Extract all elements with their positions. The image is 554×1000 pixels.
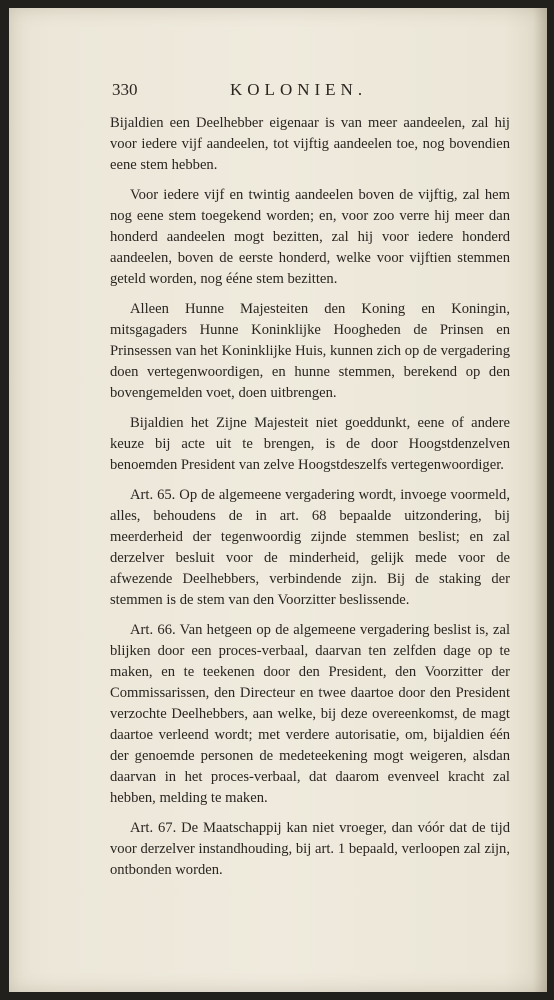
page-gutter-shadow xyxy=(533,8,547,992)
article-65-paragraph: Art. 65. Op de algemeene vergadering wordt, invoege voormeld, alles, behoudens de in art. 68 bepaalde uitzondering, bij meerderheid der tegenwoordig zijnde stemmen beslist; en zal derzelver besluit voor de minderheid, gelijk mede voor de afwezende Deelhebbers, verbindende zijn. Bij de staking der stemmen is de stem van den Voorzitter beslissende. xyxy=(110,487,510,608)
paragraph: Alleen Hunne Majesteiten den Koning en Koningin, mitsgagaders Hunne Koninklijke Hoogheden de Prinsen en Prinsessen van het Koninklijke Huis, kunnen zich op de vergadering doen vertegenwoordigen, en hunne stemmen, berekend op den bovengemelden voet, doen uitbrengen. xyxy=(110,301,510,401)
article-66-paragraph: Art. 66. Van hetgeen op de algemeene vergadering beslist is, zal blijken door een proces-verbaal, daarvan ten zelfden dage op te maken, en te teekenen door den President, den Voorzitter der Commissarissen, den Directeur en twee daartoe door den President verzochte Deelhebbers, aan welke, bij deze overeenkomst, de magt daartoe verleend wordt; met verdere autorisatie, om, bijaldien één der genoemde personen de medeteekening mogt weigeren, alsdan daarvan in het proces-verbaal, dat daarom evenveel kracht zal hebben, melding te maken. xyxy=(110,622,510,806)
body-text xyxy=(110,113,510,890)
paragraph: Voor iedere vijf en twintig aandeelen boven de vijftig, zal hem nog eene stem toegekend worden; en, voor zoo verre hij meer dan honderd aandeelen mogt bezitten, zal hij voor iedere honderd aandeelen, boven de eerste honderd, welke voor vijftien stemmen geteld worden, nog ééne stem bezitten. xyxy=(110,187,510,287)
paragraph: Bijaldien het Zijne Majesteit niet goeddunkt, eene of andere keuze bij acte uit te brengen, is de door Hoogstdenzelven benoemden President van zelve Hoogstdeszelfs vertegenwoordiger. xyxy=(110,415,510,473)
running-head xyxy=(112,80,502,102)
page-number: 330 xyxy=(112,80,138,99)
running-title: KOLONIEN. xyxy=(230,80,368,99)
article-67-paragraph: Art. 67. De Maatschappij kan niet vroeger, dan vóór dat de tijd voor derzelver instandhouding, bij art. 1 bepaald, verloopen zal zijn, ontbonden worden. xyxy=(110,820,510,878)
paragraph: Bijaldien een Deelhebber eigenaar is van meer aandeelen, zal hij voor iedere vijf aandeelen, tot vijftig aandeelen toe, nog bovendien eene stem hebben. xyxy=(110,115,510,173)
